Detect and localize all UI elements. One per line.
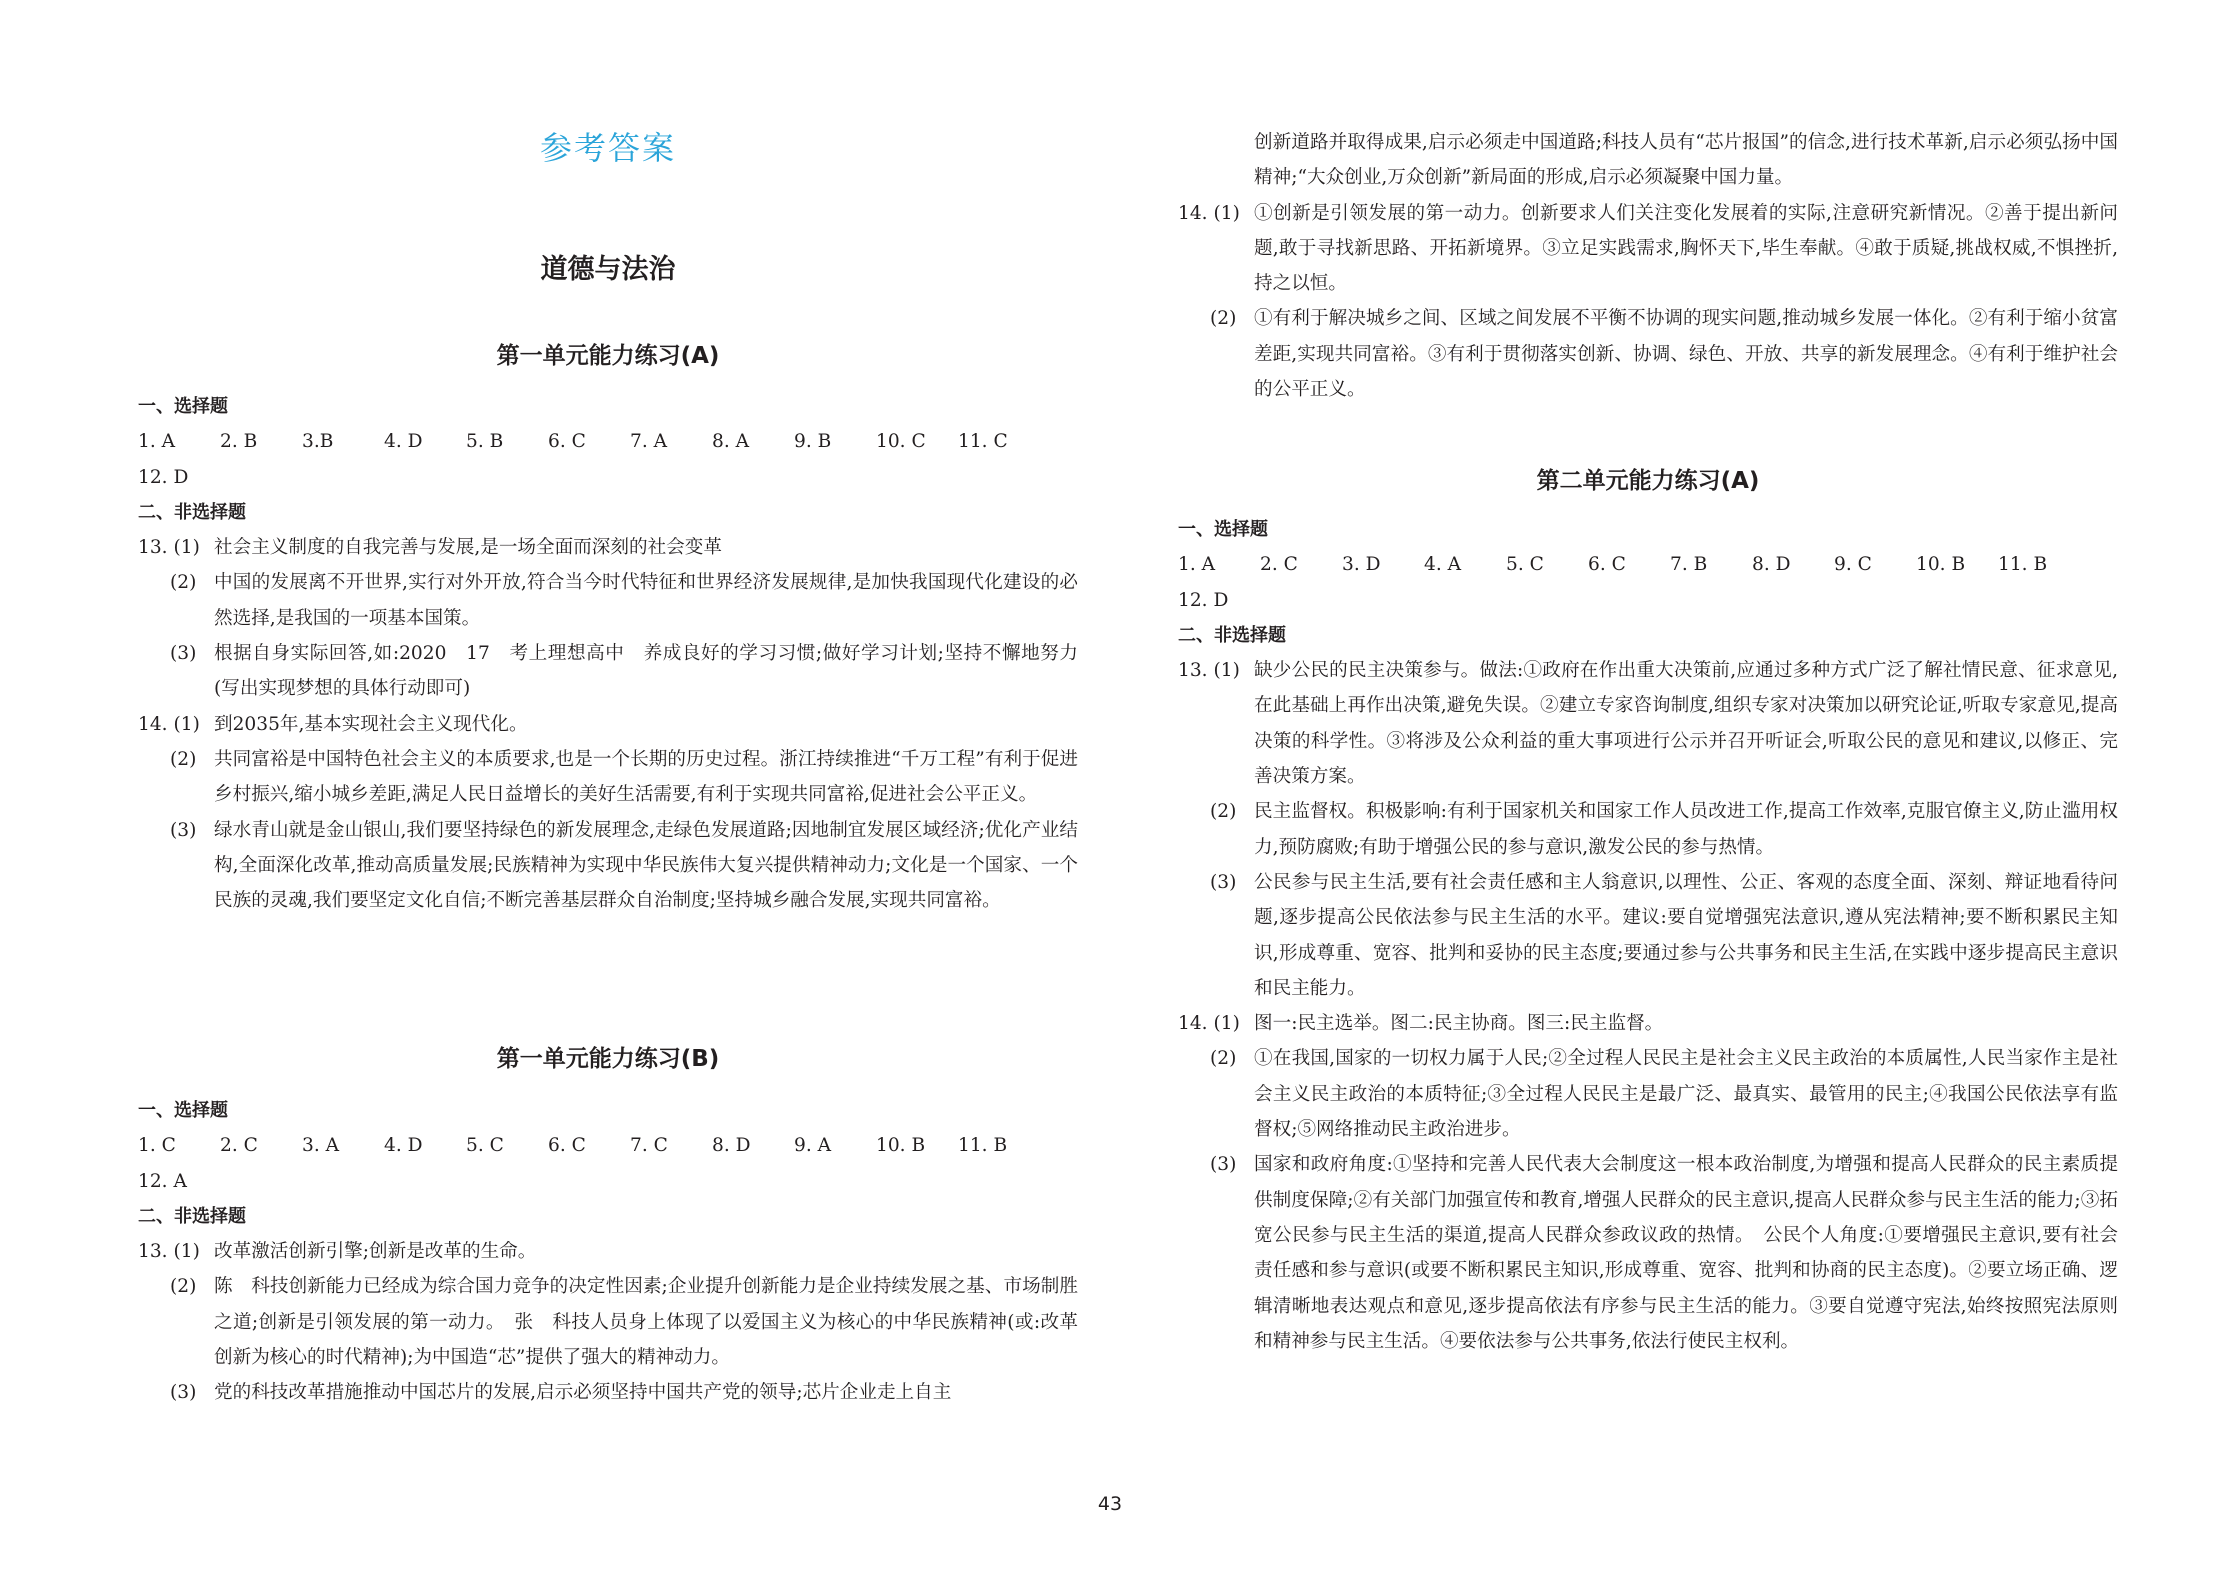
answer-text: 到2035年,基本实现社会主义现代化。 — [214, 713, 528, 735]
choice-answer: 1. A — [138, 431, 176, 453]
choice-row — [1178, 547, 2118, 582]
answer-text: 共同富裕是中国特色社会主义的本质要求,也是一个长期的历史过程。浙江持续推进“千万工程”有利于促进乡村振兴,缩小城乡差距,满足人民日益增长的美好生活需要,有利于实现共同富裕,促进社会公平正义。 — [214, 748, 1078, 806]
choice-answer: 11. B — [958, 1135, 1008, 1157]
choice-answer: 9. C — [1834, 554, 1872, 576]
question-part: (2) ①在我国,国家的一切权力属于人民;②全过程人民民主是社会主义民主政治的本质属性,人民当家作主是社会主义民主政治的本质特征;③全过程人民民主是最广泛、最真实、最管用的民主;④我国公民依法享有监督权;⑤网络推动民主政治进步。 — [1178, 1041, 2118, 1147]
choice-answer: 6. C — [548, 431, 586, 453]
question-part: (2) 共同富裕是中国特色社会主义的本质要求,也是一个长期的历史过程。浙江持续推进“千万工程”有利于促进乡村振兴,缩小城乡差距,满足人民日益增长的美好生活需要,有利于实现共同富裕,促进社会公平正义。 — [138, 742, 1078, 813]
question-part-continued — [1178, 125, 2118, 196]
choice-answer: 8. D — [712, 1135, 751, 1157]
question-number: 13. (1) — [138, 1241, 200, 1263]
choice-answer: 2. C — [1260, 554, 1298, 576]
choice-header: 一、选择题 — [1178, 519, 1268, 540]
choice-answer: 11. B — [1998, 554, 2048, 576]
choice-answer: 4. D — [384, 431, 423, 453]
choice-answer: 3. D — [1342, 554, 1381, 576]
choice-row — [138, 460, 1078, 495]
answer-text: 国家和政府角度:①坚持和完善人民代表大会制度这一根本政治制度,为增强和提高人民群众的民主素质提供制度保障;②有关部门加强宣传和教育,增强人民群众的民主意识,提高人民群众参与民主生活的能力;③拓宽公民参与民主生活的渠道,提高人民群众参政议政的热情。 公民个人角度:①要增强民主意识,要有社会责任感和参与意识(或要不断积累民主知识,形成尊重、宽容、批判和协商的民主态度)。②要立场正确、逻辑清晰地表达观点和意见,逐步提高依法有序参与民主生活的能力。③要自觉遵守宪法,始终按照宪法原则和精神参与民主生活。④要依法参与公共事务,依法行使民主权利。 — [1254, 1154, 2118, 1352]
choice-answer: 6. C — [548, 1135, 586, 1157]
answer-text: 根据自身实际回答,如:2020 17 考上理想高中 养成良好的学习习惯;做好学习计划;坚持不懈地努力(写出实现梦想的具体行动即可) — [214, 643, 1078, 700]
choice-answer: 1. C — [138, 1135, 176, 1157]
choice-answer: 10. B — [876, 1135, 926, 1157]
page-title: 参考答案 — [539, 129, 676, 167]
question-part: (2) 陈 科技创新能力已经成为综合国力竞争的决定性因素;企业提升创新能力是企业持续发展之基、市场制胜之道;创新是引领发展的第一动力。 张 科技人员身上体现了以爱国主义为核心的中华民族精神(或:改革创新为核心的时代精神);为中国造“芯”提供了强大的精神动力。 — [138, 1269, 1078, 1375]
choice-header: 一、选择题 — [138, 396, 228, 417]
answer-text: 绿水青山就是金山银山,我们要坚持绿色的新发展理念,走绿色发展道路;因地制宜发展区域经济;优化产业结构,全面深化改革,推动高质量发展;民族精神为实现中华民族伟大复兴提供精神动力;文化是一个国家、一个民族的灵魂,我们要坚定文化自信;不断完善基层群众自治制度;坚持城乡融合发展,实现共同富裕。 — [214, 819, 1078, 912]
answer-text: 图一:民主选举。图二:民主协商。图三:民主监督。 — [1254, 1013, 1664, 1035]
choice-answer: 2. C — [220, 1135, 258, 1157]
question-part: (3) 公民参与民主生活,要有社会责任感和主人翁意识,以理性、公正、客观的态度全面、深刻、辩证地看待问题,逐步提高公民依法参与民主生活的水平。建议:要自觉增强宪法意识,遵从宪法精神;要不断积累民主知识,形成尊重、宽容、批判和妥协的民主态度;要通过参与公共事务和民主生活,在实践中逐步提高民主意识和民主能力。 — [1178, 865, 2118, 1006]
question-number: 13. (1) — [138, 537, 200, 559]
answer-text: ①在我国,国家的一切权力属于人民;②全过程人民民主是社会主义民主政治的本质属性,人民当家作主是社会主义民主政治的本质特征;③全过程人民民主是最广泛、最真实、最管用的民主;④我国公民依法享有监督权;⑤网络推动民主政治进步。 — [1254, 1048, 2118, 1141]
question-14 — [1178, 196, 2118, 302]
choice-header: 一、选择题 — [138, 1100, 228, 1121]
choice-answer: 4. D — [384, 1135, 423, 1157]
choice-answer: 2. B — [220, 431, 258, 453]
choice-answer: 6. C — [1588, 554, 1626, 576]
nonchoice-header: 二、非选择题 — [138, 1205, 246, 1227]
nonchoice-header: 二、非选择题 — [1178, 624, 1286, 646]
answer-text: 创新道路并取得成果,启示必须走中国道路;科技人员有“芯片报国”的信念,进行技术革新,启示必须弘扬中国精神;“大众创业,万众创新”新局面的形成,启示必须凝聚中国力量。 — [1254, 132, 2118, 189]
question-number: 13. (1) — [1178, 660, 1240, 682]
choice-answer: 7. A — [630, 431, 668, 453]
section-title-2a: 第二单元能力练习(A) — [1536, 468, 1760, 494]
choice-answer: 12. A — [138, 1170, 187, 1192]
choice-answer: 3. A — [302, 1135, 340, 1157]
answer-text: 中国的发展离不开世界,实行对外开放,符合当今时代特征和世界经济发展规律,是加快我国现代化建设的必然选择,是我国的一项基本国策。 — [214, 572, 1078, 629]
choice-answer: 5. C — [1506, 554, 1544, 576]
question-14 — [138, 707, 1078, 742]
choice-answer: 10. B — [1916, 554, 1966, 576]
question-number: 14. (1) — [1178, 1013, 1240, 1035]
question-part: (3) 国家和政府角度:①坚持和完善人民代表大会制度这一根本政治制度,为增强和提高人民群众的民主素质提供制度保障;②有关部门加强宣传和教育,增强人民群众的民主意识,提高人民群众参与民主生活的能力;③拓宽公民参与民主生活的渠道,提高人民群众参政议政的热情。 公民个人角度:①要增强民主意识,要有社会责任感和参与意识(或要不断积累民主知识,形成尊重、宽容、批判和协商的民主态度)。②要立场正确、逻辑清晰地表达观点和意见,逐步提高依法有序参与民主生活的能力。③要自觉遵守宪法,始终按照宪法原则和精神参与民主生活。④要依法参与公共事务,依法行使民主权利。 — [1178, 1147, 2118, 1359]
choice-answer: 8. A — [712, 431, 750, 453]
choice-answer: 5. C — [466, 1135, 504, 1157]
question-part: (2) ①有利于解决城乡之间、区域之间发展不平衡不协调的现实问题,推动城乡发展一体化。②有利于缩小贫富差距,实现共同富裕。③有利于贯彻落实创新、协调、绿色、开放、共享的新发展理念。④有利于维护社会的公平正义。 — [1178, 301, 2118, 407]
choice-answer: 1. A — [1178, 554, 1216, 576]
answer-text: 党的科技改革措施推动中国芯片的发展,启示必须坚持中国共产党的领导;芯片企业走上自主 — [214, 1382, 952, 1404]
choice-row — [1178, 583, 2118, 618]
section-2a-body — [1178, 512, 2118, 1359]
choice-answer: 12. D — [138, 466, 189, 488]
question-part: (2) 民主监督权。积极影响:有利于国家机关和国家工作人员改进工作,提高工作效率,克服官僚主义,防止滥用权力,预防腐败;有助于增强公民的参与意识,激发公民的参与热情。 — [1178, 794, 2118, 865]
choice-answer: 7. C — [630, 1135, 668, 1157]
question-14 — [1178, 1006, 2118, 1041]
choice-answer: 11. C — [958, 431, 1008, 453]
choice-answer: 3.B — [302, 431, 334, 453]
choice-row — [138, 1128, 1078, 1163]
question-13 — [1178, 653, 2118, 794]
answer-text: 公民参与民主生活,要有社会责任感和主人翁意识,以理性、公正、客观的态度全面、深刻、辩证地看待问题,逐步提高公民依法参与民主生活的水平。建议:要自觉增强宪法意识,遵从宪法精神;要不断积累民主知识,形成尊重、宽容、批判和妥协的民主态度;要通过参与公共事务和民主生活,在实践中逐步提高民主意识和民主能力。 — [1254, 871, 2118, 999]
section-1a-body — [138, 389, 1078, 918]
answer-text: ①有利于解决城乡之间、区域之间发展不平衡不协调的现实问题,推动城乡发展一体化。②有利于缩小贫富差距,实现共同富裕。③有利于贯彻落实创新、协调、绿色、开放、共享的新发展理念。④有利于维护社会的公平正义。 — [1254, 308, 2118, 401]
answer-text: 社会主义制度的自我完善与发展,是一场全面而深刻的社会变革 — [214, 537, 722, 559]
answer-text: 改革激活创新引擎;创新是改革的生命。 — [214, 1241, 537, 1263]
question-part: (3) 根据自身实际回答,如:2020 17 考上理想高中 养成良好的学习习惯;做好学习计划;坚持不懈地努力(写出实现梦想的具体行动即可) — [138, 636, 1078, 707]
subject-title: 道德与法治 — [540, 254, 676, 285]
choice-answer: 5. B — [466, 431, 504, 453]
choice-answer: 8. D — [1752, 554, 1791, 576]
question-number: 14. (1) — [1178, 202, 1240, 224]
question-part: (3) 党的科技改革措施推动中国芯片的发展,启示必须坚持中国共产党的领导;芯片企业走上自主 — [138, 1375, 1078, 1410]
nonchoice-header: 二、非选择题 — [138, 501, 246, 523]
question-part: (2) 中国的发展离不开世界,实行对外开放,符合当今时代特征和世界经济发展规律,是加快我国现代化建设的必然选择,是我国的一项基本国策。 — [138, 565, 1078, 636]
question-number: 14. (1) — [138, 713, 200, 735]
section-1b-body — [138, 1093, 1078, 1411]
question-13 — [138, 530, 1078, 565]
choice-answer: 9. A — [794, 1135, 832, 1157]
choice-row — [138, 424, 1078, 459]
choice-answer: 10. C — [876, 431, 926, 453]
choice-row — [138, 1164, 1078, 1199]
choice-answer: 4. A — [1424, 554, 1462, 576]
section-title-1a: 第一单元能力练习(A) — [496, 343, 720, 369]
question-part: (3) 绿水青山就是金山银山,我们要坚持绿色的新发展理念,走绿色发展道路;因地制宜发展区域经济;优化产业结构,全面深化改革,推动高质量发展;民族精神为实现中华民族伟大复兴提供精神动力;文化是一个国家、一个民族的灵魂,我们要坚定文化自信;不断完善基层群众自治制度;坚持城乡融合发展,实现共同富裕。 — [138, 813, 1078, 919]
question-13 — [138, 1234, 1078, 1269]
choice-answer: 9. B — [794, 431, 832, 453]
choice-answer: 7. B — [1670, 554, 1708, 576]
page-number: 43 — [1097, 1493, 1123, 1515]
answer-text: 陈 科技创新能力已经成为综合国力竞争的决定性因素;企业提升创新能力是企业持续发展之基、市场制胜之道;创新是引领发展的第一动力。 张 科技人员身上体现了以爱国主义为核心的中华民族精神(或:改革创新为核心的时代精神);为中国造“芯”提供了强大的精神动力。 — [214, 1276, 1078, 1369]
answer-text: 民主监督权。积极影响:有利于国家机关和国家工作人员改进工作,提高工作效率,克服官僚主义,防止滥用权力,预防腐败;有助于增强公民的参与意识,激发公民的参与热情。 — [1254, 801, 2118, 858]
answer-text: ①创新是引领发展的第一动力。创新要求人们关注变化发展着的实际,注意研究新情况。②善于提出新问题,敢于寻找新思路、开拓新境界。③立足实践需求,胸怀天下,毕生奉献。④敢于质疑,挑战权威,不惧挫折,持之以恒。 — [1254, 202, 2118, 295]
section-title-1b: 第一单元能力练习(B) — [496, 1046, 720, 1072]
answer-text: 缺少公民的民主决策参与。做法:①政府在作出重大决策前,应通过多种方式广泛了解社情民意、征求意见,在此基础上再作出决策,避免失误。②建立专家咨询制度,组织专家对决策加以研究论证,听取专家意见,提高决策的科学性。③将涉及公众利益的重大事项进行公示并召开听证会,听取公民的意见和建议,以修正、完善决策方案。 — [1254, 660, 2118, 788]
section-1b-continued — [1178, 125, 2118, 407]
choice-answer: 12. D — [1178, 589, 1229, 611]
